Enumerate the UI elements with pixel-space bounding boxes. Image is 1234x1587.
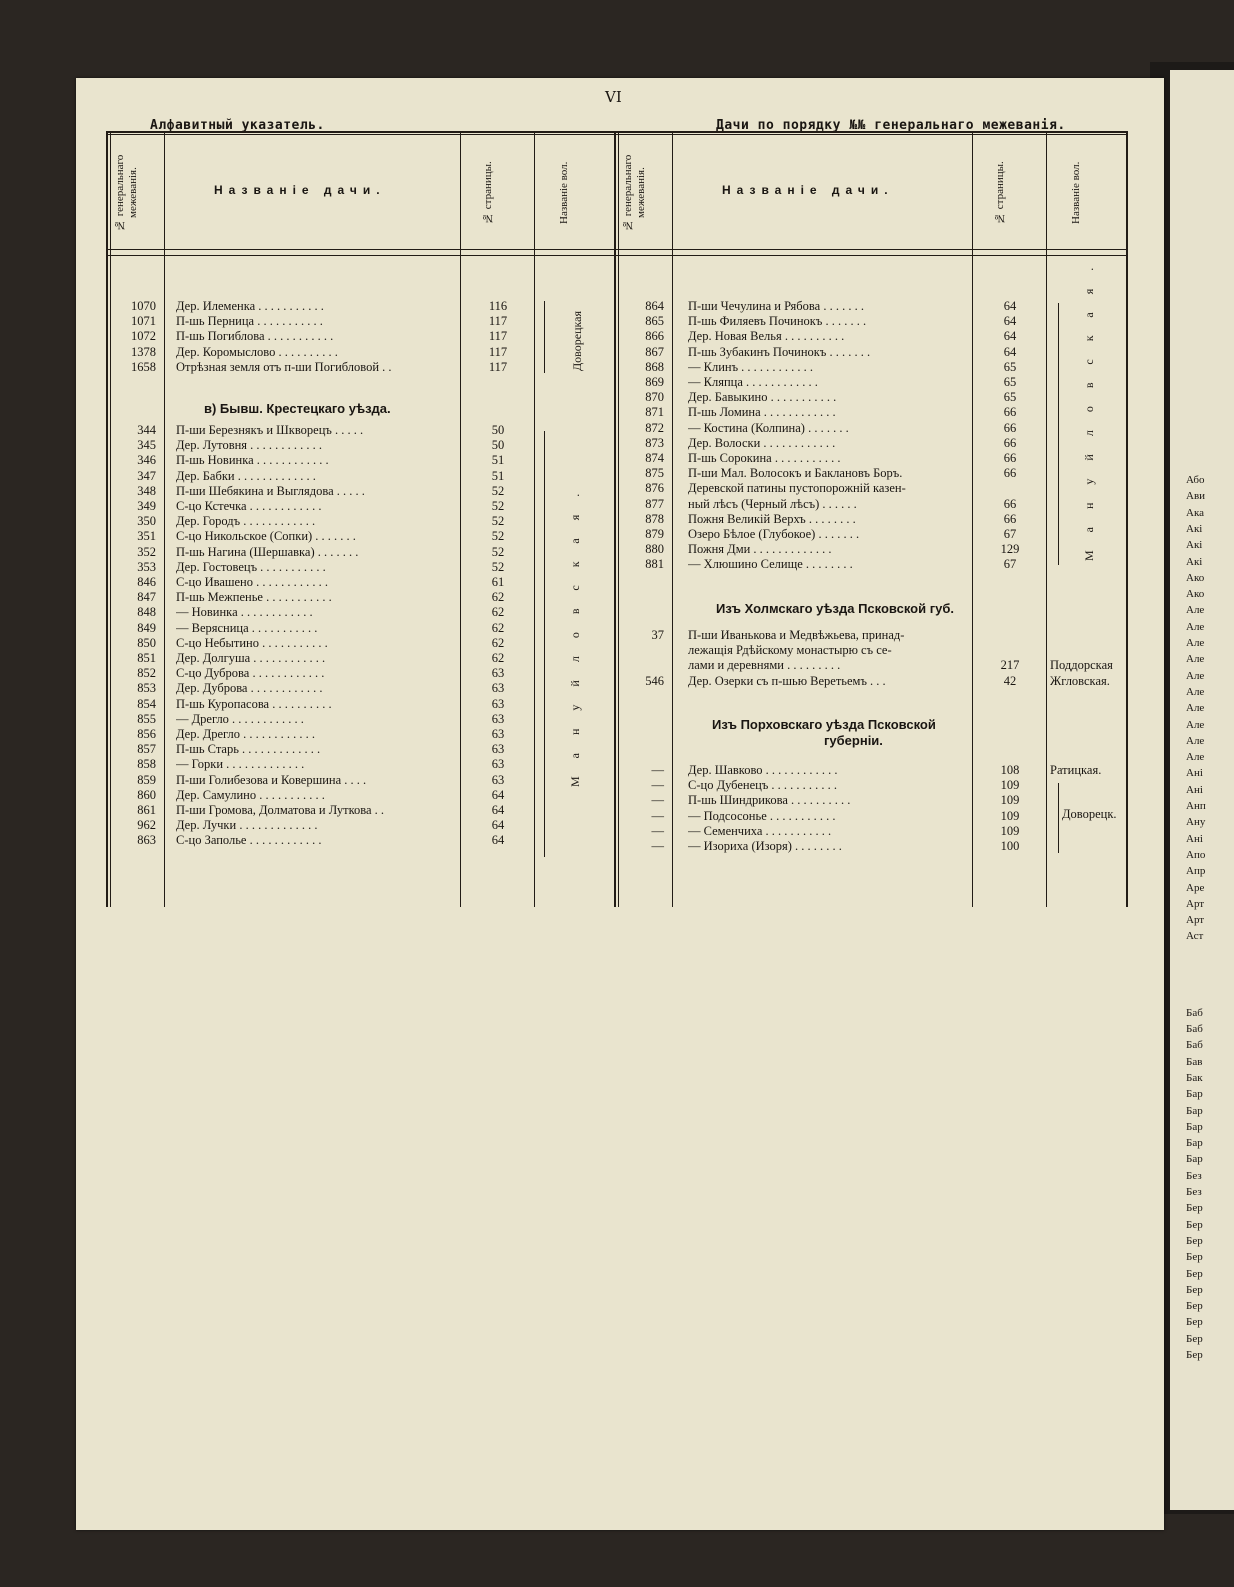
entry-page: 64 bbox=[1003, 344, 1017, 359]
entry-page: 64 bbox=[491, 818, 505, 833]
volost-label: Ратицкая. bbox=[1050, 763, 1102, 777]
entry-number: 860 bbox=[137, 787, 156, 802]
entry-name: П-шь Старь . . . . . . . . . . . . . bbox=[176, 742, 321, 757]
entry-name: — Подсосонье . . . . . . . . . . . bbox=[688, 808, 836, 823]
table-row bbox=[106, 557, 1126, 572]
col-header-name-left: Названіе дачи. bbox=[214, 183, 386, 197]
entry-volost: Поддорская bbox=[1050, 658, 1113, 673]
entry-number: 864 bbox=[645, 299, 664, 313]
entry-page: 117 bbox=[488, 344, 508, 359]
table-row bbox=[106, 375, 1126, 390]
table-row bbox=[106, 839, 1126, 854]
entry-number: — bbox=[651, 808, 664, 823]
adjacent-page-line: Або bbox=[1186, 474, 1205, 486]
entry-page: 63 bbox=[491, 696, 505, 711]
entry-page: 109 bbox=[1000, 778, 1020, 793]
entry-name: П-ши Иванькова и Медвѣжьева, принад- bbox=[688, 628, 905, 642]
col-header-name-right: Названіе дачи. bbox=[722, 183, 894, 197]
entry-number: 850 bbox=[137, 635, 156, 650]
entry-page: 52 bbox=[491, 529, 505, 544]
adjacent-page-line: Аст bbox=[1186, 930, 1204, 943]
entry-name: — Хлюшино Селище . . . . . . . . bbox=[688, 557, 853, 572]
col-header-num-left: № генеральнаго межеванія. bbox=[114, 154, 139, 232]
section-heading: в) Бывш. Крестецкаго уѣзда. bbox=[204, 401, 391, 416]
entry-name: — Верясница . . . . . . . . . . . bbox=[176, 620, 318, 635]
entry-name: С-цо Заполье . . . . . . . . . . . . bbox=[176, 833, 322, 848]
table-row bbox=[106, 605, 1126, 620]
entry-page: 66 bbox=[1003, 511, 1017, 526]
table-row bbox=[106, 674, 1126, 689]
adjacent-page-line: Баб bbox=[1186, 1006, 1203, 1019]
entry-page: 66 bbox=[1003, 435, 1017, 450]
adjacent-page-line: Ако bbox=[1186, 571, 1205, 584]
entry-name: Пожня Дми . . . . . . . . . . . . . bbox=[688, 542, 832, 557]
entry-number: 878 bbox=[645, 511, 664, 526]
col-header-page-right: № страницы. bbox=[994, 161, 1006, 225]
table-row bbox=[106, 345, 1126, 360]
entry-number: 866 bbox=[645, 329, 664, 344]
entry-name: Дер. Новая Велья . . . . . . . . . . bbox=[688, 329, 845, 344]
entry-page: 52 bbox=[491, 559, 505, 574]
volost-label: Доворецк. bbox=[1062, 807, 1117, 821]
table-row bbox=[106, 628, 1126, 643]
volost-label: Доворецкая bbox=[570, 311, 584, 372]
adjacent-page-line: Без bbox=[1186, 1186, 1202, 1198]
entry-page: 129 bbox=[1000, 542, 1020, 557]
table-row bbox=[106, 497, 1126, 512]
table-row bbox=[106, 575, 1126, 590]
col-header-volost-right: Названіе вол. bbox=[1070, 161, 1082, 225]
entry-name: Дер. Шавково . . . . . . . . . . . . bbox=[688, 763, 838, 777]
entry-page: 50 bbox=[491, 423, 505, 437]
table-row bbox=[106, 793, 1126, 808]
entry-page: 66 bbox=[1003, 405, 1017, 420]
entry-number: 859 bbox=[137, 772, 156, 787]
entry-number: — bbox=[651, 763, 664, 777]
adjacent-page-line: Ака bbox=[1186, 506, 1205, 519]
entry-page: 63 bbox=[491, 681, 505, 696]
entry-page: 217 bbox=[1000, 658, 1020, 673]
entry-number: 877 bbox=[645, 496, 664, 511]
entry-page: 52 bbox=[491, 499, 505, 513]
entry-page: 65 bbox=[1003, 390, 1017, 405]
entry-name: Дер. Лучки . . . . . . . . . . . . . bbox=[176, 818, 318, 833]
entry-number: 347 bbox=[137, 468, 156, 483]
entry-number: 880 bbox=[645, 542, 664, 557]
entry-page: 67 bbox=[1003, 557, 1017, 572]
entry-number: 873 bbox=[645, 435, 664, 450]
adjacent-page-line: Бер bbox=[1186, 1251, 1203, 1264]
entry-number: 1071 bbox=[131, 314, 156, 329]
table-row bbox=[106, 421, 1126, 436]
entry-number: 351 bbox=[137, 529, 156, 544]
entry-number: 869 bbox=[645, 375, 664, 389]
header-right: Дачи по порядку №№ генеральнаго межеванія. bbox=[716, 118, 1066, 133]
entry-name: С-цо Кстечка . . . . . . . . . . . . bbox=[176, 499, 322, 513]
entry-page: 63 bbox=[491, 742, 505, 757]
entry-number: 344 bbox=[137, 423, 156, 437]
adjacent-page-line: Бар bbox=[1186, 1120, 1203, 1133]
entry-page: 67 bbox=[1003, 527, 1017, 541]
entry-number: 875 bbox=[645, 466, 664, 481]
adjacent-page-line: Бар bbox=[1186, 1137, 1203, 1150]
table-row bbox=[106, 658, 1126, 673]
entry-name: П-шь Зубакинъ Починокъ . . . . . . . bbox=[688, 344, 871, 359]
entry-number: 867 bbox=[645, 344, 664, 359]
entry-name: П-шь Куропасова . . . . . . . . . . bbox=[176, 696, 332, 711]
entry-page: 117 bbox=[488, 359, 508, 374]
adjacent-page-line: Бав bbox=[1186, 1055, 1203, 1068]
entry-number: 874 bbox=[645, 451, 664, 465]
entry-name: Дер. Волоски . . . . . . . . . . . . bbox=[688, 435, 836, 450]
entry-number: 857 bbox=[137, 742, 156, 757]
section-heading: Изъ Холмскаго уѣзда Псковской губ. bbox=[716, 601, 954, 616]
entry-name: Дер. Гостовецъ . . . . . . . . . . . bbox=[176, 559, 326, 574]
entry-page: 117 bbox=[488, 314, 508, 329]
entry-page: 52 bbox=[491, 514, 505, 529]
entry-page: 51 bbox=[491, 453, 505, 468]
adjacent-page-line: Але bbox=[1186, 718, 1205, 731]
adjacent-page-line: Арт bbox=[1186, 914, 1205, 927]
entry-page: 63 bbox=[491, 666, 505, 681]
entry-page: 62 bbox=[491, 590, 505, 605]
entry-name: — Костина (Колпина) . . . . . . . bbox=[688, 420, 849, 435]
header-left: Алфавитный указатель. bbox=[150, 118, 325, 133]
entry-number: 856 bbox=[137, 727, 156, 741]
index-table bbox=[106, 131, 1130, 909]
entry-page: 100 bbox=[1000, 839, 1020, 853]
entry-page: 62 bbox=[491, 651, 505, 665]
entry-name: С-цо Никольское (Сопки) . . . . . . . bbox=[176, 529, 356, 544]
entry-name: — Дрегло . . . . . . . . . . . . bbox=[176, 711, 304, 726]
volost-label: Мануйловская. bbox=[1082, 249, 1096, 561]
entry-name: ный лѣсъ (Черный лѣсъ) . . . . . . bbox=[688, 496, 857, 511]
entry-name: Дер. Дуброва . . . . . . . . . . . . bbox=[176, 681, 323, 696]
entry-number: 348 bbox=[137, 483, 156, 498]
entry-name: С-цо Небытино . . . . . . . . . . . bbox=[176, 635, 328, 650]
table-row bbox=[106, 405, 1126, 420]
entry-page: 62 bbox=[491, 620, 505, 635]
entry-page: 50 bbox=[491, 438, 505, 453]
entry-name: — Горки . . . . . . . . . . . . . bbox=[176, 757, 305, 772]
entry-number: 1072 bbox=[131, 329, 156, 344]
entry-name: — Семенчиха . . . . . . . . . . . bbox=[688, 823, 832, 838]
adjacent-page-line: Але bbox=[1186, 604, 1205, 617]
entry-number: — bbox=[651, 778, 664, 793]
adjacent-page-line: Апр bbox=[1186, 865, 1206, 878]
table-row bbox=[106, 809, 1126, 824]
entry-page: 62 bbox=[491, 635, 505, 650]
adjacent-page-line: Аре bbox=[1186, 881, 1205, 894]
entry-number: 858 bbox=[137, 757, 156, 772]
adjacent-page-line: Але bbox=[1186, 734, 1205, 747]
entry-page: 109 bbox=[1000, 793, 1020, 808]
entry-name: П-ши Громова, Долматова и Луткова . . bbox=[176, 803, 385, 817]
entry-number: 868 bbox=[645, 359, 664, 374]
entry-name: — Изориха (Изоря) . . . . . . . . bbox=[688, 839, 842, 853]
entry-page: 64 bbox=[491, 787, 505, 802]
col-header-num-right: № генеральнаго межеванія. bbox=[622, 154, 647, 232]
entry-name: П-ши Голибезова и Ковершина . . . . bbox=[176, 772, 367, 787]
adjacent-page-line: Бер bbox=[1186, 1332, 1203, 1345]
entry-page: 117 bbox=[488, 329, 508, 344]
entry-name: Дер. Городъ . . . . . . . . . . . . bbox=[176, 514, 316, 529]
volost-label: Мануйловская. bbox=[568, 475, 582, 787]
adjacent-page-line: Але bbox=[1186, 685, 1205, 698]
adjacent-page-line: Бер bbox=[1186, 1267, 1203, 1280]
adjacent-page-line: Ану bbox=[1186, 816, 1206, 829]
entry-number: 1658 bbox=[131, 359, 156, 374]
entry-page: 66 bbox=[1003, 466, 1017, 481]
adjacent-page-line: Але bbox=[1186, 653, 1205, 666]
entry-name: Озеро Бѣлое (Глубокое) . . . . . . . bbox=[688, 527, 860, 541]
entry-name: П-шь Сорокина . . . . . . . . . . . bbox=[688, 451, 841, 465]
entry-number: 853 bbox=[137, 681, 156, 696]
table-row bbox=[106, 390, 1126, 405]
entry-number: 879 bbox=[645, 527, 664, 541]
entry-number: — bbox=[651, 839, 664, 853]
entry-number: 37 bbox=[651, 628, 664, 642]
entry-name: Пожня Великій Верхъ . . . . . . . . bbox=[688, 511, 856, 526]
entry-number: 876 bbox=[645, 481, 664, 496]
col-header-volost-left: Названіе вол. bbox=[558, 161, 570, 225]
entry-name: Дер. Бавыкино . . . . . . . . . . . bbox=[688, 390, 837, 405]
entry-number: 848 bbox=[137, 605, 156, 620]
entry-number: 865 bbox=[645, 314, 664, 329]
entry-name: Отрѣзная земля отъ п-ши Погибловой . . bbox=[176, 359, 392, 374]
adjacent-page-line: Бак bbox=[1186, 1071, 1203, 1084]
adjacent-page-fragment bbox=[1170, 70, 1234, 1510]
entry-number: 962 bbox=[137, 818, 156, 833]
adjacent-page-line: Бер bbox=[1186, 1316, 1203, 1329]
entry-number: 872 bbox=[645, 420, 664, 435]
entry-name: П-ши Чечулина и Рябова . . . . . . . bbox=[688, 299, 864, 313]
entry-number: 846 bbox=[137, 575, 156, 589]
entry-page: 65 bbox=[1003, 375, 1017, 389]
entry-page: 61 bbox=[491, 575, 505, 589]
entry-name: — Кляпца . . . . . . . . . . . . bbox=[688, 375, 818, 389]
entry-page: 52 bbox=[491, 483, 505, 498]
entry-number: 863 bbox=[137, 833, 156, 848]
entry-number: 345 bbox=[137, 438, 156, 453]
brace bbox=[1050, 303, 1059, 565]
entry-page: 52 bbox=[491, 544, 505, 559]
adjacent-page-line: Але bbox=[1186, 620, 1205, 633]
entry-number: 861 bbox=[137, 803, 156, 817]
entry-page: 63 bbox=[491, 711, 505, 726]
entry-volost: Жгловская. bbox=[1050, 673, 1110, 688]
entry-page: 64 bbox=[491, 833, 505, 848]
entry-name: — Новинка . . . . . . . . . . . . bbox=[176, 605, 313, 620]
table-row bbox=[106, 643, 1126, 658]
table-row bbox=[106, 466, 1126, 481]
section-heading: губерніи. bbox=[824, 733, 883, 748]
adjacent-page-line: Ави bbox=[1186, 490, 1206, 503]
entry-name: П-шь Межпенье . . . . . . . . . . . bbox=[176, 590, 332, 605]
entry-number: 1378 bbox=[131, 344, 156, 359]
adjacent-page-line: Бер bbox=[1186, 1234, 1203, 1247]
entry-page: 63 bbox=[491, 772, 505, 787]
entry-number: 352 bbox=[137, 544, 156, 559]
entry-name: П-шь Ломина . . . . . . . . . . . . bbox=[688, 405, 836, 420]
entry-number: 855 bbox=[137, 711, 156, 726]
entry-page: 66 bbox=[1003, 451, 1017, 465]
entry-number: 852 bbox=[137, 666, 156, 681]
entry-page: 42 bbox=[1003, 673, 1017, 688]
section-heading: Изъ Порховскаго уѣзда Псковской bbox=[712, 717, 936, 732]
adjacent-page-line: Бер bbox=[1186, 1218, 1203, 1231]
entry-number: 870 bbox=[645, 390, 664, 405]
adjacent-page-line: Але bbox=[1186, 702, 1205, 715]
entry-page: 109 bbox=[1000, 808, 1020, 823]
entry-name: Дер. Самулино . . . . . . . . . . . bbox=[176, 787, 325, 802]
entry-name: Дер. Коромыслово . . . . . . . . . . bbox=[176, 344, 338, 359]
entry-number: 1070 bbox=[131, 299, 156, 313]
entry-name: С-цо Дуброва . . . . . . . . . . . . bbox=[176, 666, 325, 681]
entry-page: 65 bbox=[1003, 359, 1017, 374]
entry-name: Дер. Бабки . . . . . . . . . . . . . bbox=[176, 468, 316, 483]
entry-name: Дер. Дрегло . . . . . . . . . . . . bbox=[176, 727, 316, 741]
adjacent-page-line: Акі bbox=[1186, 522, 1203, 535]
table-row bbox=[106, 712, 1126, 727]
table-row bbox=[106, 314, 1126, 329]
table-row bbox=[106, 590, 1126, 605]
adjacent-page-line: Без bbox=[1186, 1169, 1202, 1182]
entry-page: 63 bbox=[491, 757, 505, 772]
entry-name: П-ши Шебякина и Выглядова . . . . . bbox=[176, 483, 365, 498]
entry-name: Дер. Лутовня . . . . . . . . . . . . bbox=[176, 438, 323, 453]
adjacent-page-line: Бер bbox=[1186, 1283, 1203, 1296]
entry-page: 63 bbox=[491, 727, 505, 741]
table-row bbox=[106, 727, 1126, 742]
adjacent-page-line: Ані bbox=[1186, 767, 1203, 780]
entry-page: 109 bbox=[1000, 823, 1020, 838]
entry-page: 64 bbox=[1003, 329, 1017, 344]
entry-name: П-шь Новинка . . . . . . . . . . . . bbox=[176, 453, 329, 468]
adjacent-page-line: Бер bbox=[1186, 1202, 1203, 1215]
adjacent-page-line: Анп bbox=[1186, 800, 1206, 812]
entry-name: П-шь Шиндрикова . . . . . . . . . . bbox=[688, 793, 851, 808]
table-row bbox=[106, 763, 1126, 778]
adjacent-page-line: Бер bbox=[1186, 1300, 1203, 1313]
entry-number: — bbox=[651, 793, 664, 808]
entry-number: 350 bbox=[137, 514, 156, 529]
entry-name: Дер. Илеменка . . . . . . . . . . . bbox=[176, 299, 324, 313]
entry-name: П-шь Погиблова . . . . . . . . . . . bbox=[176, 329, 334, 344]
entry-name: лами и деревнями . . . . . . . . . bbox=[688, 658, 841, 673]
table-row bbox=[106, 697, 1126, 712]
adjacent-page-line: Бер bbox=[1186, 1349, 1203, 1361]
entry-number: 349 bbox=[137, 499, 156, 513]
table-row bbox=[106, 451, 1126, 466]
table-row bbox=[106, 512, 1126, 527]
entry-name: — Клинъ . . . . . . . . . . . . bbox=[688, 359, 814, 374]
table-row bbox=[106, 481, 1126, 496]
page-number: VI bbox=[605, 88, 622, 106]
adjacent-page-line: Акі bbox=[1186, 555, 1203, 568]
table-row bbox=[106, 299, 1126, 314]
entry-name: Дер. Долгуша . . . . . . . . . . . . bbox=[176, 651, 326, 665]
entry-number: 353 bbox=[137, 559, 156, 574]
entry-name: П-шь Филяевъ Починокъ . . . . . . . bbox=[688, 314, 867, 329]
entry-page: 64 bbox=[1003, 299, 1017, 313]
entry-number: 849 bbox=[137, 620, 156, 635]
adjacent-page-line: Бар bbox=[1186, 1153, 1203, 1166]
book-page bbox=[76, 78, 1164, 1530]
entry-name: С-цо Дубенецъ . . . . . . . . . . . bbox=[688, 778, 838, 793]
table-row bbox=[106, 527, 1126, 542]
entry-page: 62 bbox=[491, 605, 505, 620]
table-row bbox=[106, 436, 1126, 451]
entry-number: 847 bbox=[137, 590, 156, 605]
table-row bbox=[106, 360, 1126, 375]
entry-number: 871 bbox=[645, 405, 664, 420]
entry-name: С-цо Ивашено . . . . . . . . . . . . bbox=[176, 575, 328, 589]
table-row bbox=[106, 824, 1126, 839]
adjacent-page-line: Ані bbox=[1186, 832, 1203, 845]
entry-number: — bbox=[651, 823, 664, 838]
adjacent-page-line: Ако bbox=[1186, 588, 1205, 601]
adjacent-page-line: Ані bbox=[1186, 783, 1203, 796]
entry-number: 851 bbox=[137, 651, 156, 665]
col-header-page-left: № страницы. bbox=[482, 161, 494, 225]
entry-name: П-ши Мал. Волосокъ и Баклановъ Боръ. bbox=[688, 466, 903, 481]
entry-page: 116 bbox=[488, 299, 508, 313]
entry-number: 546 bbox=[645, 673, 664, 688]
entry-name: Дер. Озерки съ п-шью Веретьемъ . . . bbox=[688, 673, 886, 688]
adjacent-page-line: Арт bbox=[1186, 897, 1205, 910]
entry-page: 66 bbox=[1003, 496, 1017, 511]
table-row bbox=[106, 542, 1126, 557]
entry-number: 881 bbox=[645, 557, 664, 572]
table-row bbox=[106, 778, 1126, 793]
adjacent-page-line: Але bbox=[1186, 637, 1205, 649]
entry-page: 64 bbox=[1003, 314, 1017, 329]
adjacent-page-line: Бар bbox=[1186, 1088, 1203, 1101]
entry-name: Деревской патины пустопорожній казен- bbox=[688, 481, 906, 496]
entry-name: лежащія Рдѣйскому монастырю съ се- bbox=[688, 643, 892, 658]
adjacent-page-line: Але bbox=[1186, 751, 1205, 764]
adjacent-page-line: Баб bbox=[1186, 1023, 1203, 1035]
entry-number: 346 bbox=[137, 453, 156, 468]
entry-page: 66 bbox=[1003, 420, 1017, 435]
adjacent-page-line: Але bbox=[1186, 669, 1205, 682]
adjacent-page-line: Апо bbox=[1186, 848, 1206, 861]
entry-number: 854 bbox=[137, 696, 156, 711]
entry-name: П-шь Перница . . . . . . . . . . . bbox=[176, 314, 323, 329]
entry-page: 64 bbox=[491, 803, 505, 817]
brace bbox=[1050, 783, 1059, 853]
entry-name: П-шь Нагина (Шершавка) . . . . . . . bbox=[176, 544, 359, 559]
entry-page: 108 bbox=[1000, 763, 1020, 777]
table-row bbox=[106, 329, 1126, 344]
adjacent-page-line: Акі bbox=[1186, 539, 1203, 552]
adjacent-page-line: Баб bbox=[1186, 1039, 1203, 1052]
adjacent-page-line: Бар bbox=[1186, 1104, 1203, 1117]
entry-name: П-ши Березнякъ и Шкворецъ . . . . . bbox=[176, 423, 364, 437]
entry-page: 51 bbox=[491, 468, 505, 483]
table-row bbox=[106, 742, 1126, 757]
